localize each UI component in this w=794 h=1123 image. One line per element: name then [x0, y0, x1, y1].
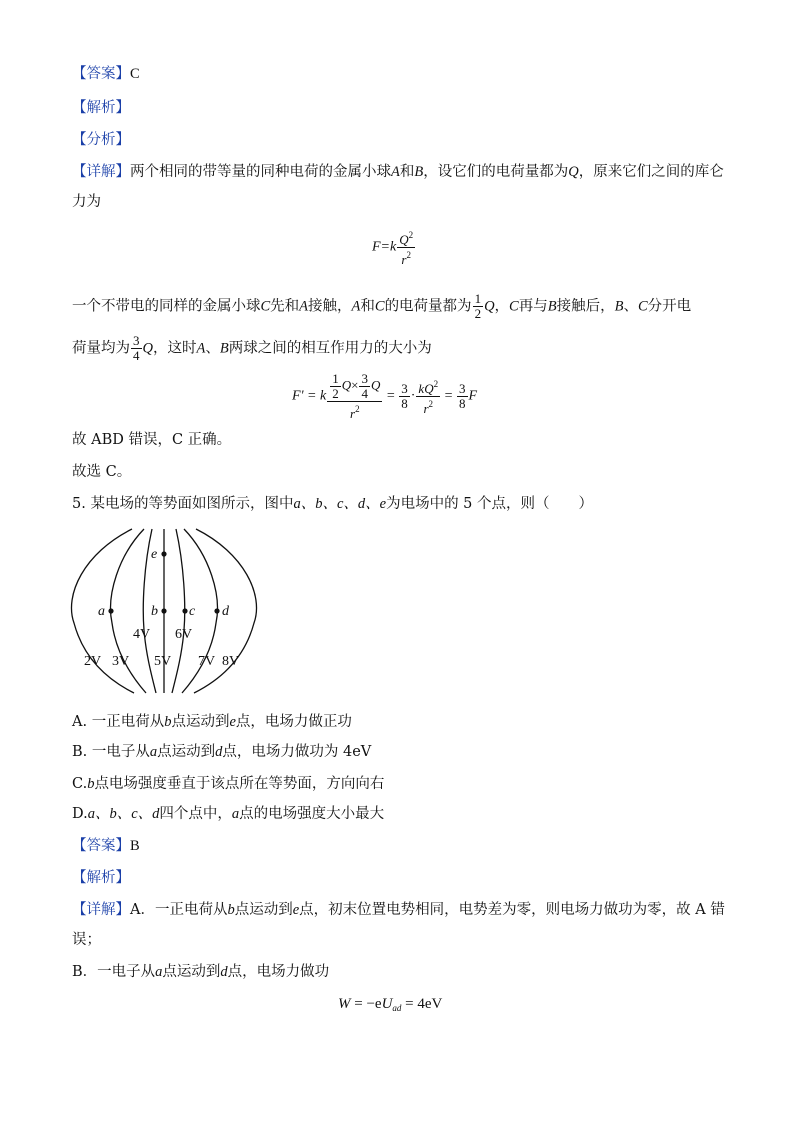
q5-answer-line — [72, 836, 140, 856]
text: 接触， — [308, 298, 352, 315]
option-text: 点的电场强度大小最大 — [239, 806, 385, 822]
eq2-r-exp: 2 — [355, 404, 360, 414]
text: 再与 — [518, 298, 548, 315]
answer-value: C — [130, 66, 140, 82]
var-q: Q — [341, 377, 352, 393]
option-text: 点电场强度垂直于该点所在等势面，方向向右 — [94, 776, 385, 792]
var-q: Q — [370, 377, 381, 393]
var-b: B — [614, 298, 624, 315]
option-text: A. 一正电荷从 — [72, 714, 165, 730]
var-d: d — [215, 744, 223, 760]
option-text: 点运动到 — [157, 744, 216, 760]
detail-text: 点运动到 — [162, 964, 221, 980]
text: 的电荷量都为 — [384, 298, 472, 315]
option-text: D. — [72, 806, 88, 822]
eq2-final: F — [468, 388, 478, 404]
label-a: a — [98, 604, 105, 619]
eq2-kq-fraction — [416, 377, 440, 416]
eq2-tq-num: 3 — [361, 371, 368, 386]
eq1-num: Q — [399, 232, 409, 247]
eq1-den-exp: 2 — [406, 250, 411, 260]
text: 两球之间的相互作用力的大小为 — [228, 340, 432, 357]
volt-label-6v: 6V — [175, 627, 193, 642]
var-b: b — [164, 714, 172, 730]
text: 荷量均为 — [72, 340, 130, 357]
volt-label-5v: 5V — [154, 654, 172, 669]
detail-text: B．一电子从 — [72, 964, 156, 980]
detail-text: 点，电场力做功 — [227, 964, 330, 980]
var-q: Q — [568, 164, 579, 180]
stem-text: 为电场中的 5 个点，则（ ） — [386, 496, 594, 512]
label-b: b — [151, 604, 158, 619]
text: 、 — [623, 298, 638, 315]
eq2-lhs: F' = k — [292, 388, 327, 404]
point-b — [161, 608, 166, 613]
eq3-u: U — [381, 996, 393, 1012]
detail-tag: 【详解】 — [72, 164, 130, 180]
var-a: A — [351, 298, 361, 315]
conclusion-2 — [72, 462, 131, 482]
eq2-kq: kQ — [418, 381, 434, 396]
detail-line-1 — [72, 162, 724, 182]
var-b: B — [414, 164, 424, 180]
equation-coulomb — [372, 228, 416, 267]
detail-text: 两个相同的带等量的同种电荷的金属小球 — [130, 164, 391, 180]
dot-sign: · — [410, 388, 416, 404]
eq2-38-num: 3 — [459, 381, 466, 396]
eq2-38-den: 8 — [401, 396, 408, 411]
var-a: a — [231, 806, 240, 822]
volt-label-8v: 8V — [222, 654, 240, 669]
conclusion-1 — [72, 430, 231, 450]
eq3-sub: ad — [392, 1003, 402, 1013]
tq-den: 4 — [133, 348, 140, 363]
var-q: Q — [484, 298, 495, 315]
eq1-num-exp: 2 — [408, 230, 414, 240]
var-a: A — [391, 164, 400, 180]
eq2-kq-exp: 2 — [433, 379, 439, 389]
var-b: B — [219, 340, 229, 357]
detail-text: 力为 — [72, 194, 101, 210]
detail-text: 点，初末位置电势相同，电势差为零，则电场力做功为零，故 A 错 — [299, 902, 725, 918]
eq3-rhs: = 4eV — [401, 996, 443, 1012]
para2-line1 — [72, 292, 691, 321]
var-a: A — [299, 298, 309, 315]
var-b: B — [547, 298, 557, 315]
eq2-38-den: 8 — [459, 396, 466, 411]
var-e: e — [229, 714, 236, 730]
eq2-38-b — [457, 382, 468, 411]
eq1-lhs: F=k — [372, 239, 397, 255]
tq-num: 3 — [133, 333, 140, 348]
analysis-tag: 【解析】 — [72, 870, 130, 886]
eq2-r: r — [350, 406, 356, 421]
eq2-half-num: 1 — [332, 371, 339, 386]
option-text: 四个点中， — [159, 806, 232, 822]
detail-text: 点运动到 — [234, 902, 293, 918]
detail-text: A．一正电荷从 — [130, 902, 228, 918]
text: 和 — [360, 298, 375, 315]
eq2-38-a — [399, 382, 410, 411]
eq2-r-exp: 2 — [428, 399, 434, 409]
var-b: b — [227, 902, 235, 918]
eq3-mid: = −e — [350, 996, 382, 1012]
conclusion-text: 故 ABD 错误，C 正确。 — [72, 432, 232, 448]
var-e: e — [292, 902, 300, 918]
half-fraction — [473, 292, 484, 321]
three-quarter-fraction — [131, 334, 142, 363]
text: 分开电 — [647, 298, 692, 315]
equals-sign: = — [444, 388, 453, 404]
answer-value: B — [130, 838, 140, 854]
half-den: 2 — [474, 306, 482, 321]
eq3-w: W — [338, 996, 351, 1012]
var-q: Q — [142, 340, 153, 357]
volt-label-4v: 4V — [133, 627, 151, 642]
volt-label-2v: 2V — [84, 654, 102, 669]
equipotential-figure — [64, 525, 264, 700]
volt-label-7v: 7V — [198, 654, 216, 669]
label-c: c — [189, 604, 196, 619]
option-a — [72, 712, 352, 732]
equals-sign: = — [386, 388, 395, 404]
times-sign: × — [351, 377, 359, 393]
eq2-tq-den: 4 — [361, 386, 368, 401]
q5-analysis-line — [72, 868, 130, 888]
q5-detail-b — [72, 962, 329, 982]
detail-text: ，设它们的电荷量都为 — [423, 164, 569, 180]
option-b — [72, 742, 371, 762]
option-text: C. — [72, 776, 88, 792]
var-c: C — [509, 298, 519, 315]
question-5-stem — [72, 494, 593, 514]
label-d: d — [222, 604, 229, 619]
eq2-half-den: 2 — [332, 386, 339, 401]
label-e: e — [151, 547, 158, 562]
text: ， — [494, 298, 510, 315]
eq1-fraction — [397, 228, 415, 267]
var-c: C — [637, 298, 648, 315]
text: 、 — [205, 340, 220, 357]
text: 一个不带电的同样的金属小球 — [72, 298, 261, 315]
eq2-r: r — [423, 401, 429, 416]
points-list: a、b、c、d — [87, 806, 160, 822]
analysis-tag-line — [72, 98, 130, 118]
var-b: b — [87, 776, 95, 792]
stem-text: 5. 某电场的等势面如图所示，图中 — [72, 496, 294, 512]
q5-detail-a — [72, 900, 725, 920]
var-c: C — [260, 298, 271, 315]
point-d — [214, 608, 219, 613]
option-text: 点，电场力做功为 4eV — [222, 744, 372, 760]
answer-line — [72, 64, 140, 84]
eq1-den: r — [401, 252, 407, 267]
option-d — [72, 804, 384, 824]
var-c: C — [374, 298, 385, 315]
detail-text: 误； — [72, 932, 101, 948]
option-c — [72, 774, 384, 794]
var-a: a — [149, 744, 158, 760]
eq2-main-fraction — [327, 372, 382, 421]
half-num: 1 — [474, 291, 482, 306]
point-a — [108, 608, 113, 613]
answer-tag: 【答案】 — [72, 66, 130, 82]
analysis-tag: 【解析】 — [72, 100, 130, 116]
fenxi-tag: 【分析】 — [72, 132, 130, 148]
option-text: 点，电场力做正功 — [235, 714, 352, 730]
text: 先和 — [270, 298, 300, 315]
point-e — [161, 551, 166, 556]
eq2-half — [330, 372, 341, 401]
eq2-tq — [359, 372, 370, 401]
para2-line2 — [72, 334, 432, 363]
fenxi-tag-line — [72, 130, 130, 150]
volt-label-3v: 3V — [112, 654, 130, 669]
stem-points: a、b、c、d、e — [293, 496, 387, 512]
detail-text: ，原来它们之间的库仑 — [578, 164, 724, 180]
q5-detail-a-cont — [72, 930, 101, 950]
text-and: 和 — [399, 164, 415, 180]
equation-new-force — [292, 372, 477, 421]
conclusion-text: 故选 C。 — [72, 464, 132, 480]
text: 接触后， — [556, 298, 615, 315]
var-d: d — [220, 964, 228, 980]
var-a: a — [155, 964, 163, 980]
var-a: A — [196, 340, 206, 357]
point-c — [182, 608, 187, 613]
eq2-38-num: 3 — [401, 381, 408, 396]
answer-tag: 【答案】 — [72, 838, 130, 854]
detail-line-2 — [72, 192, 101, 212]
equation-work — [338, 996, 442, 1013]
text: ，这时 — [152, 340, 197, 357]
option-text: B. 一电子从 — [72, 744, 150, 760]
option-text: 点运动到 — [171, 714, 230, 730]
detail-tag: 【详解】 — [72, 902, 130, 918]
